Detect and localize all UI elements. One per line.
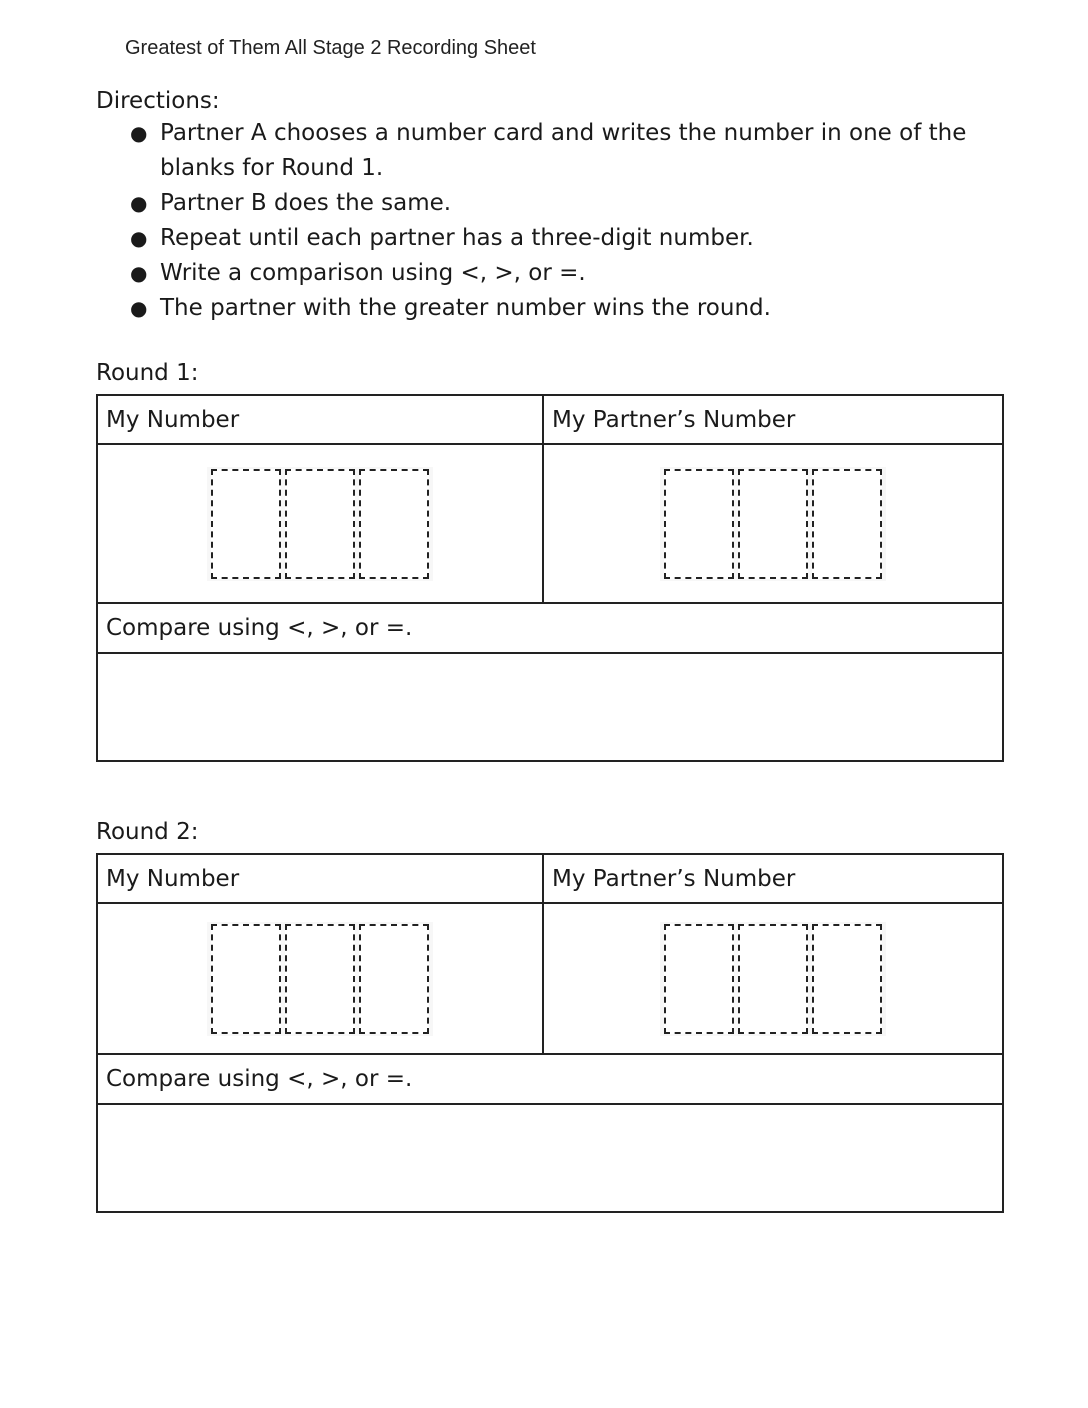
- hundreds-digit-field[interactable]: [664, 924, 734, 1034]
- round-2-table: [96, 853, 1004, 1213]
- round-2-label: Round 2:: [96, 819, 199, 845]
- partner-number-header: My Partner’s Number: [552, 406, 796, 433]
- tens-digit-field[interactable]: [285, 469, 355, 579]
- digits-row: [98, 445, 1002, 604]
- round-1-table: [96, 394, 1004, 762]
- partner-number-cell: [544, 445, 1002, 602]
- compare-label-row: [98, 604, 1002, 654]
- compare-answer-row: [98, 1105, 1002, 1211]
- my-number-cell: [98, 445, 544, 602]
- hundreds-digit-field[interactable]: [211, 924, 281, 1034]
- list-item: ● Write a comparison using <, >, or =.: [96, 256, 996, 291]
- list-item: ● The partner with the greater number wins the round.: [96, 291, 996, 326]
- ones-digit-field[interactable]: [359, 469, 429, 579]
- bullet-icon: ●: [130, 296, 148, 320]
- tens-digit-field[interactable]: [738, 469, 808, 579]
- bullet-icon: ●: [130, 261, 148, 285]
- partner-number-digits: [660, 467, 886, 581]
- my-number-header: My Number: [98, 855, 544, 902]
- partner-number-digits: [660, 922, 886, 1036]
- my-number-cell: [98, 904, 544, 1053]
- bullet-icon: ●: [130, 226, 148, 250]
- my-number-digits: [207, 467, 433, 581]
- compare-answer-field[interactable]: [98, 1105, 1002, 1211]
- bullet-icon: ●: [130, 121, 148, 145]
- directions-list: [96, 116, 996, 326]
- my-number-digits: [207, 922, 433, 1036]
- partner-number-cell: [544, 904, 1002, 1053]
- list-item: ● Partner A chooses a number card and writes the number in one of the blanks for Round 1.: [96, 116, 996, 186]
- header-row: [98, 396, 1002, 445]
- compare-label: Compare using <, >, or = .: [106, 1066, 413, 1092]
- header-row: [98, 855, 1002, 904]
- bullet-icon: ●: [130, 191, 148, 215]
- hundreds-digit-field[interactable]: [664, 469, 734, 579]
- list-item: ● Repeat until each partner has a three-digit number.: [96, 221, 996, 256]
- ones-digit-field[interactable]: [812, 469, 882, 579]
- compare-label: Compare using <, >, or = .: [106, 615, 413, 641]
- compare-label-row: [98, 1055, 1002, 1105]
- directions-label: Directions:: [96, 88, 220, 114]
- my-number-header: My Number: [98, 396, 544, 443]
- digits-row: [98, 904, 1002, 1055]
- tens-digit-field[interactable]: [285, 924, 355, 1034]
- ones-digit-field[interactable]: [359, 924, 429, 1034]
- compare-answer-field[interactable]: [98, 654, 1002, 760]
- round-1-label: Round 1:: [96, 360, 199, 386]
- list-item: ● Partner B does the same.: [96, 186, 996, 221]
- page-title: Greatest of Them All Stage 2 Recording Sheet: [125, 37, 536, 59]
- ones-digit-field[interactable]: [812, 924, 882, 1034]
- partner-number-header: My Partner’s Number: [552, 865, 796, 892]
- tens-digit-field[interactable]: [738, 924, 808, 1034]
- compare-answer-row: [98, 654, 1002, 760]
- hundreds-digit-field[interactable]: [211, 469, 281, 579]
